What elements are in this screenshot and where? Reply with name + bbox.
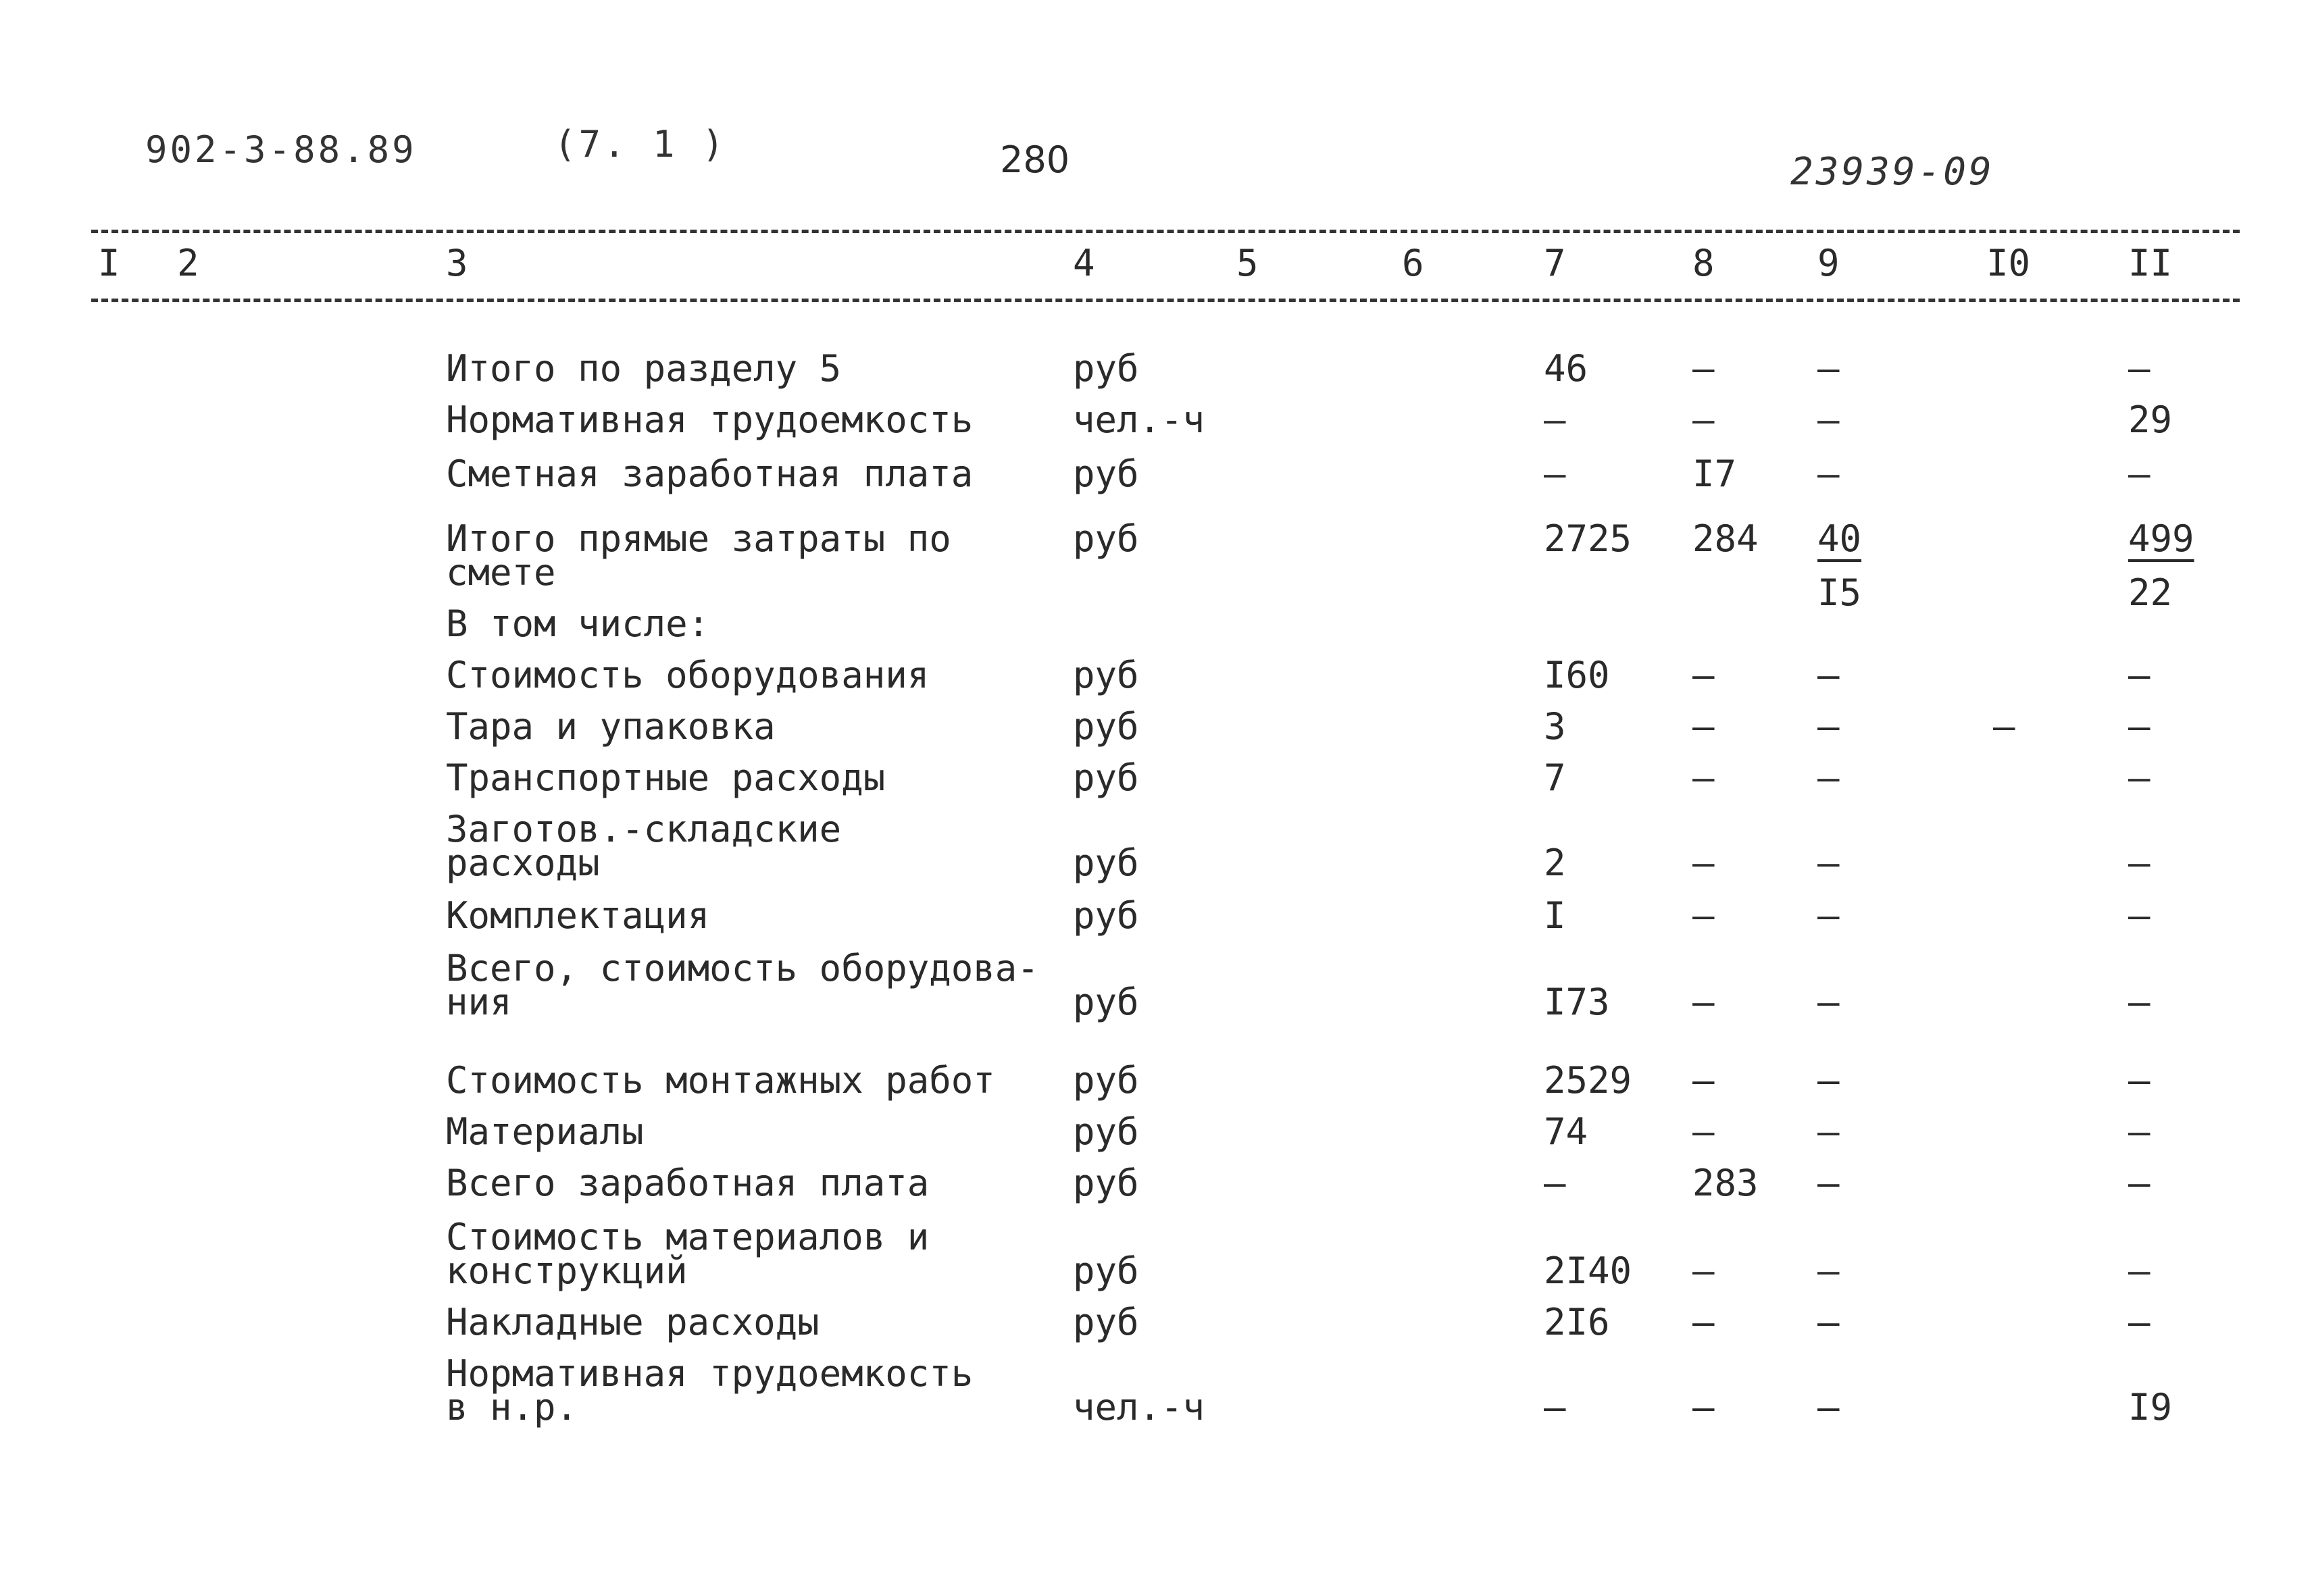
row-label: Всего, стоимость оборудова- xyxy=(446,947,1039,989)
cell-col11: – xyxy=(2128,1162,2150,1204)
cell-col9: – xyxy=(1817,705,1840,748)
column-header-2: 2 xyxy=(177,242,199,284)
cell-col9: – xyxy=(1817,1250,1840,1292)
header-top-rule xyxy=(91,230,2240,233)
cell-col11-denominator: 22 xyxy=(2128,571,2173,614)
row-unit: руб xyxy=(1073,1059,1139,1102)
cell-col8: – xyxy=(1692,756,1715,799)
sheet-reference: (7. 1 ) xyxy=(554,123,727,165)
cell-col11: – xyxy=(2128,705,2150,748)
row-unit: руб xyxy=(1073,1110,1139,1153)
row-label: Итого по разделу 5 xyxy=(446,347,842,390)
row-label: Тара и упаковка xyxy=(446,705,776,748)
cell-col9: – xyxy=(1817,654,1840,696)
cell-col11: – xyxy=(2128,347,2150,390)
cell-col7: 2725 xyxy=(1544,517,1632,560)
row-label: Итого прямые затраты по xyxy=(446,517,951,560)
cell-col8: – xyxy=(1692,705,1715,748)
cell-col9: – xyxy=(1817,756,1840,799)
row-label: Нормативная трудоемкость xyxy=(446,398,974,441)
cell-col8: – xyxy=(1692,981,1715,1023)
cell-col11: – xyxy=(2128,756,2150,799)
document-code: 902-3-88.89 xyxy=(145,128,417,171)
cell-col8: – xyxy=(1692,654,1715,696)
cell-col11: 499 xyxy=(2128,517,2194,560)
cell-col9: – xyxy=(1817,1301,1840,1343)
cell-col8: – xyxy=(1692,894,1715,937)
cell-col9: – xyxy=(1817,1059,1840,1102)
cell-col11: – xyxy=(2128,981,2150,1023)
row-unit: руб xyxy=(1073,1162,1139,1204)
cell-col7: – xyxy=(1544,398,1566,441)
column-header-7: 7 xyxy=(1544,242,1566,284)
cell-col7: 2 xyxy=(1544,842,1566,884)
row-unit: руб xyxy=(1073,705,1139,748)
cell-col7: – xyxy=(1544,453,1566,495)
header-bottom-rule xyxy=(91,299,2240,302)
cell-col9: – xyxy=(1817,347,1840,390)
cell-col8: 284 xyxy=(1692,517,1759,560)
cell-col7: 2529 xyxy=(1544,1059,1632,1102)
cell-col11: 29 xyxy=(2128,398,2173,441)
cell-col7: I60 xyxy=(1544,654,1610,696)
column-header-6: 6 xyxy=(1402,242,1424,284)
row-label: Сметная заработная плата xyxy=(446,453,974,495)
row-unit: руб xyxy=(1073,1250,1139,1292)
row-label: В том числе: xyxy=(446,602,710,645)
cell-col7: 74 xyxy=(1544,1110,1588,1153)
cell-col9: – xyxy=(1817,1386,1840,1428)
cell-col10: – xyxy=(1993,705,2015,748)
cell-col9: – xyxy=(1817,842,1840,884)
column-header-10: I0 xyxy=(1986,242,2031,284)
row-label: в н.р. xyxy=(446,1386,578,1428)
cell-col11: – xyxy=(2128,1059,2150,1102)
cell-col11: – xyxy=(2128,1250,2150,1292)
cell-col9: – xyxy=(1817,453,1840,495)
row-label: расходы xyxy=(446,842,600,884)
row-unit: руб xyxy=(1073,981,1139,1023)
row-unit: руб xyxy=(1073,756,1139,799)
cell-col7: 3 xyxy=(1544,705,1566,748)
cell-col8: 283 xyxy=(1692,1162,1759,1204)
cell-col8: – xyxy=(1692,347,1715,390)
row-label: Заготов.-складские xyxy=(446,808,842,850)
page-number: 280 xyxy=(1000,138,1070,181)
cell-col7: I xyxy=(1544,894,1566,937)
column-header-8: 8 xyxy=(1692,242,1715,284)
cell-col9: – xyxy=(1817,1162,1840,1204)
row-label: ния xyxy=(446,981,512,1023)
row-label: Транспортные расходы xyxy=(446,756,886,799)
cell-col7: I73 xyxy=(1544,981,1610,1023)
row-unit: чел.-ч xyxy=(1073,398,1205,441)
row-label: Накладные расходы xyxy=(446,1301,820,1343)
row-label: Комплектация xyxy=(446,894,710,937)
row-label: Стоимость материалов и xyxy=(446,1216,930,1258)
cell-col8: – xyxy=(1692,398,1715,441)
cell-col9-denominator: I5 xyxy=(1817,571,1862,614)
cell-col11: – xyxy=(2128,654,2150,696)
cell-col11: – xyxy=(2128,453,2150,495)
row-unit: руб xyxy=(1073,453,1139,495)
cell-col8: – xyxy=(1692,842,1715,884)
archive-number: 23939-09 xyxy=(1790,150,1994,194)
column-header-9: 9 xyxy=(1817,242,1840,284)
row-label: Стоимость оборудования xyxy=(446,654,930,696)
row-unit: руб xyxy=(1073,842,1139,884)
cell-col9: – xyxy=(1817,398,1840,441)
cell-col11: – xyxy=(2128,842,2150,884)
column-header-3: 3 xyxy=(446,242,468,284)
cell-col11: – xyxy=(2128,1110,2150,1153)
cell-col7: 7 xyxy=(1544,756,1566,799)
cell-col8: – xyxy=(1692,1250,1715,1292)
row-unit: руб xyxy=(1073,517,1139,560)
cell-col7: – xyxy=(1544,1162,1566,1204)
column-header-1: I xyxy=(98,242,120,284)
row-label: Стоимость монтажных работ xyxy=(446,1059,995,1102)
row-label: Материалы xyxy=(446,1110,644,1153)
cell-col11: – xyxy=(2128,894,2150,937)
row-unit: руб xyxy=(1073,347,1139,390)
column-header-5: 5 xyxy=(1236,242,1259,284)
row-unit: руб xyxy=(1073,1301,1139,1343)
cell-col9: – xyxy=(1817,1110,1840,1153)
cell-col9: 40 xyxy=(1817,517,1862,560)
cell-col7: – xyxy=(1544,1386,1566,1428)
cell-col8: – xyxy=(1692,1059,1715,1102)
cell-col11: – xyxy=(2128,1301,2150,1343)
cell-col9: – xyxy=(1817,894,1840,937)
column-header-4: 4 xyxy=(1073,242,1095,284)
row-label: Всего заработная плата xyxy=(446,1162,930,1204)
column-header-11: II xyxy=(2128,242,2173,284)
row-unit: руб xyxy=(1073,894,1139,937)
row-label: смете xyxy=(446,551,556,594)
cell-col8: – xyxy=(1692,1301,1715,1343)
row-label: Нормативная трудоемкость xyxy=(446,1352,974,1395)
row-label: конструкций xyxy=(446,1250,688,1292)
cell-col9: – xyxy=(1817,981,1840,1023)
cell-col8: – xyxy=(1692,1386,1715,1428)
cell-col8: – xyxy=(1692,1110,1715,1153)
cell-col7: 2I40 xyxy=(1544,1250,1632,1292)
cell-col7: 46 xyxy=(1544,347,1588,390)
cell-col11: I9 xyxy=(2128,1386,2173,1428)
cell-col7: 2I6 xyxy=(1544,1301,1610,1343)
cell-col8: I7 xyxy=(1692,453,1737,495)
row-unit: руб xyxy=(1073,654,1139,696)
row-unit: чел.-ч xyxy=(1073,1386,1205,1428)
